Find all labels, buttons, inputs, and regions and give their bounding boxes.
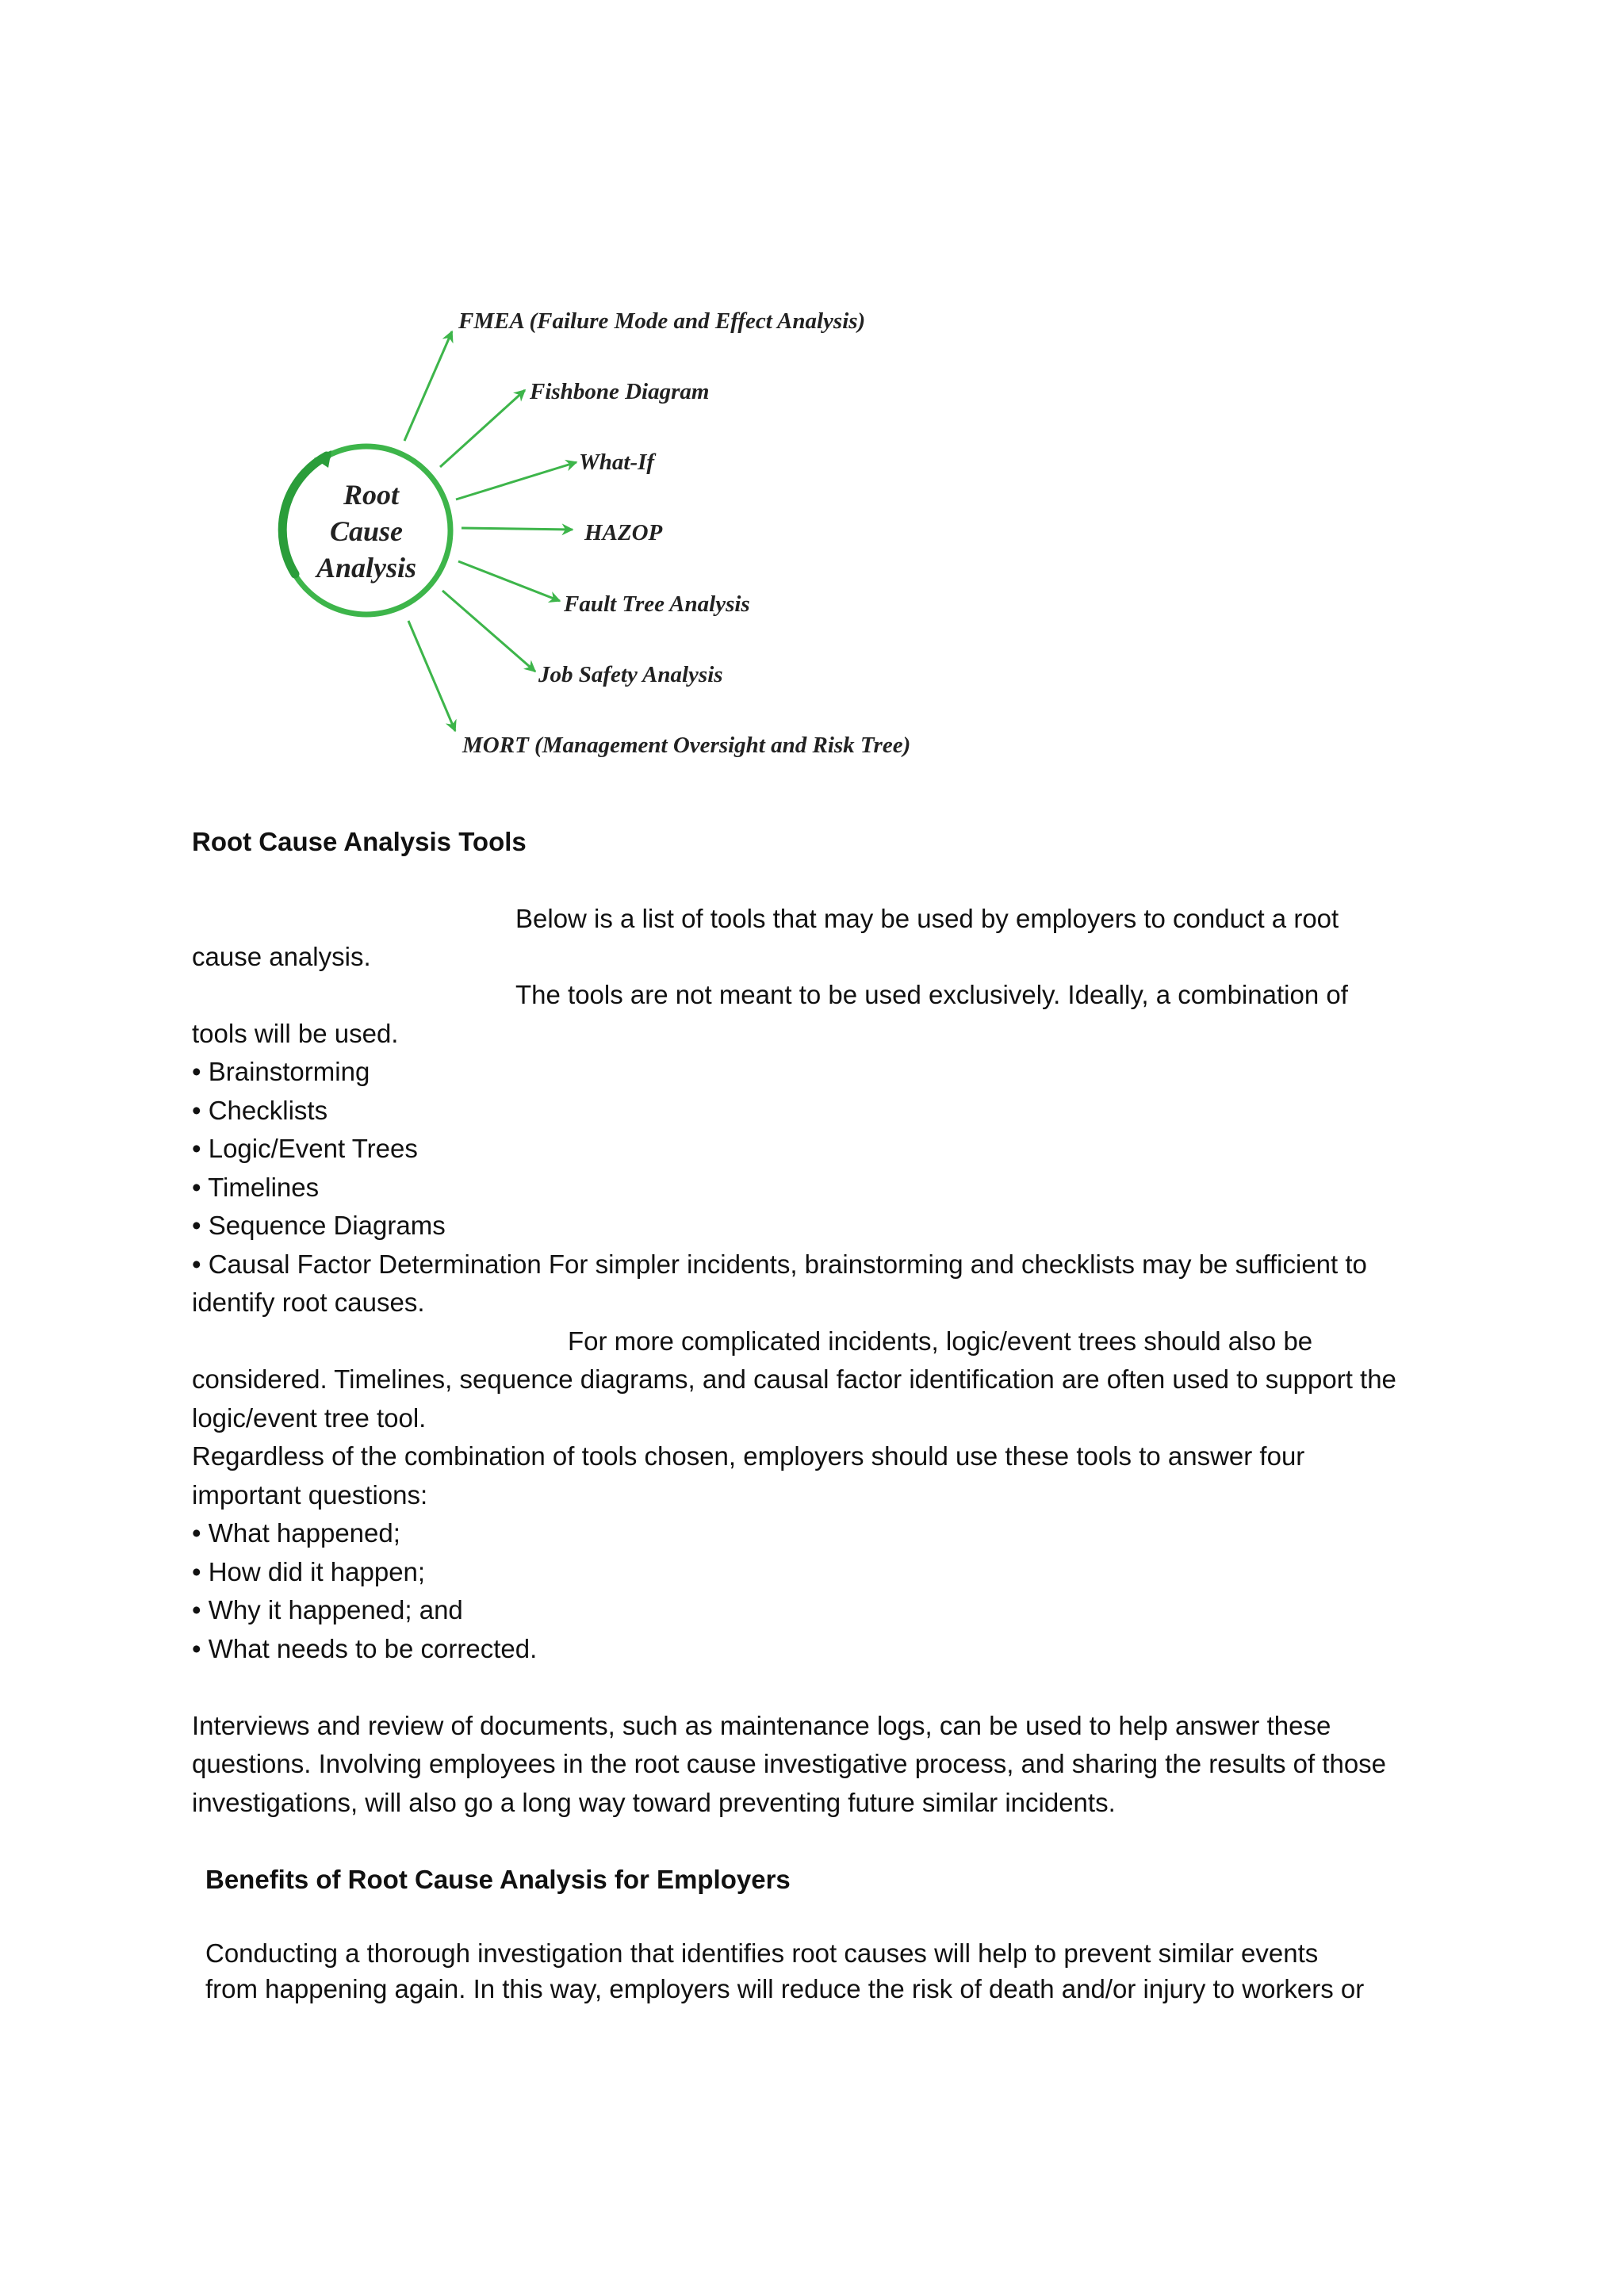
center-label-line-2: Cause: [329, 515, 404, 547]
arrow-icon: [440, 390, 525, 467]
list-item: • Brainstorming: [192, 1057, 370, 1086]
tool-label-mort: MORT (Management Oversight and Risk Tree): [462, 733, 911, 758]
question-item: • Why it happened; and: [192, 1595, 463, 1624]
tool-label-fault-tree: Fault Tree Analysis: [564, 591, 750, 617]
complicated-line-3: logic/event tree tool.: [192, 1403, 427, 1433]
intro2-line-1: The tools are not meant to be used exclusively. Ideally, a combination of: [515, 980, 1348, 1009]
interviews-line-3: investigations, will also go a long way toward preventing future similar incidents.: [192, 1788, 1116, 1817]
intro-line-1: Below is a list of tools that may be used by employers to conduct a root: [515, 904, 1339, 933]
list-item: • Timelines: [192, 1173, 320, 1202]
interviews-line-1: Interviews and review of documents, such as maintenance logs, can be used to help answer these: [192, 1711, 1331, 1740]
after-list-line: identify root causes.: [192, 1288, 425, 1317]
benefits-line-2: from happening again. In this way, employers will reduce the risk of death and/or injury to workers or: [205, 1974, 1365, 2003]
arrow-icon: [456, 462, 576, 499]
complicated-line-1: For more complicated incidents, logic/event trees should also be: [568, 1326, 1313, 1356]
regardless-line-2: important questions:: [192, 1480, 428, 1510]
benefits-line-1: Conducting a thorough investigation that identifies root causes will help to prevent similar events: [205, 1938, 1319, 1968]
question-item: • What needs to be corrected.: [192, 1634, 538, 1663]
tool-label-job-safety: Job Safety Analysis: [538, 662, 723, 687]
arrow-icon: [458, 561, 560, 601]
arrow-icon: [404, 331, 452, 441]
intro-line-2: cause analysis.: [192, 942, 371, 971]
list-item: • Causal Factor Determination For simpler incidents, brainstorming and checklists may be sufficient to: [192, 1249, 1367, 1279]
arrow-icon: [462, 528, 573, 530]
center-label-line-3: Analysis: [316, 552, 417, 584]
arrow-icon: [408, 621, 455, 731]
question-item: • What happened;: [192, 1518, 400, 1548]
tool-label-hazop: HAZOP: [584, 520, 663, 545]
list-item: • Checklists: [192, 1096, 328, 1125]
tool-label-what-if: What-If: [579, 450, 655, 475]
tool-label-fishbone: Fishbone Diagram: [530, 379, 710, 404]
interviews-line-2: questions. Involving employees in the root cause investigative process, and sharing the results of those: [192, 1749, 1387, 1778]
root-cause-diagram: [0, 0, 1624, 793]
list-item: • Sequence Diagrams: [192, 1211, 446, 1240]
complicated-line-2: considered. Timelines, sequence diagrams, and causal factor identification are often used to support the: [192, 1364, 1396, 1394]
tool-label-fmea: FMEA (Failure Mode and Effect Analysis): [458, 308, 866, 334]
section-heading-tools: Root Cause Analysis Tools: [192, 827, 527, 856]
section-heading-benefits: Benefits of Root Cause Analysis for Employers: [205, 1865, 791, 1894]
center-label-line-1: Root: [343, 479, 400, 511]
question-item: • How did it happen;: [192, 1557, 426, 1586]
regardless-line-1: Regardless of the combination of tools chosen, employers should use these tools to answer four: [192, 1441, 1305, 1471]
intro2-line-2: tools will be used.: [192, 1019, 399, 1048]
arrow-icon: [442, 591, 535, 672]
list-item: • Logic/Event Trees: [192, 1134, 418, 1163]
